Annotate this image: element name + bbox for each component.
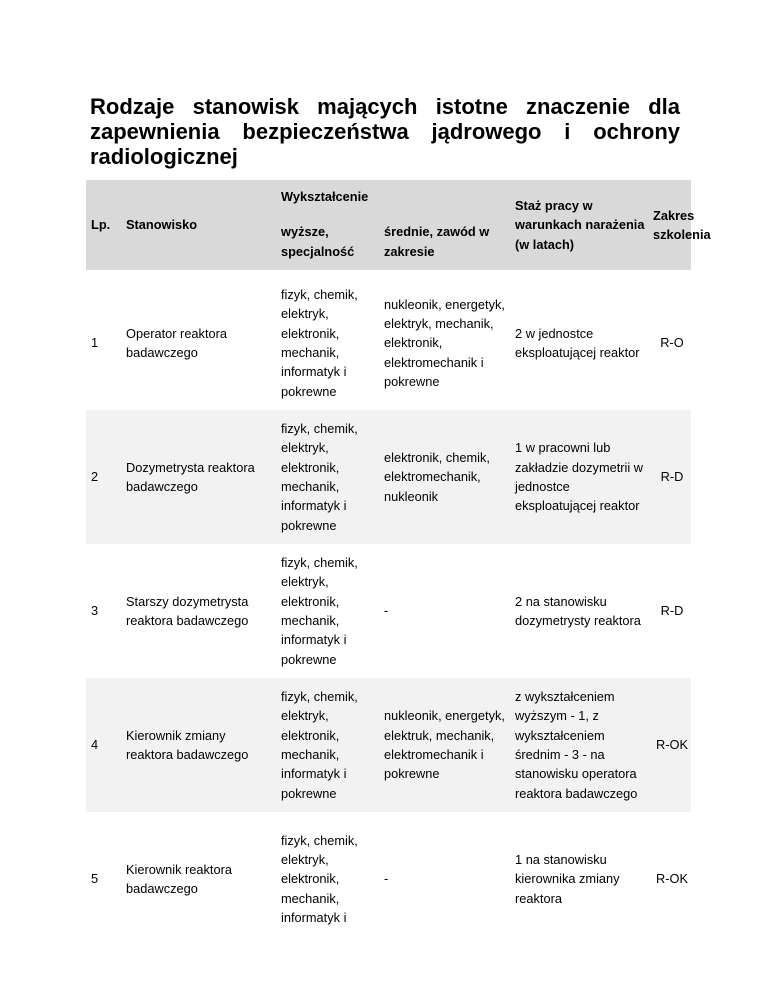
cell-wyzsze: fizyk, chemik, elektryk, elektronik, mechanik, informatyk i bbox=[281, 832, 358, 925]
table-row bbox=[86, 812, 691, 946]
cell-stanowisko: Kierownik zmiany reaktora badawczego bbox=[126, 727, 249, 762]
cell-zakres: R-D bbox=[660, 469, 684, 485]
header-lp: Lp. bbox=[91, 217, 111, 233]
header-wyzsze: wyższe, specjalność bbox=[281, 224, 355, 259]
header-srednie: średnie, zawód w zakresie bbox=[384, 224, 490, 259]
header-staz: Staż pracy w warunkach narażenia (w latach) bbox=[515, 198, 645, 252]
cell-staz: 2 na stanowisku dozymetrysty reaktora bbox=[515, 593, 641, 628]
cell-srednie: - bbox=[384, 603, 389, 619]
cell-zakres: R-D bbox=[660, 603, 684, 619]
cell-wyzsze: fizyk, chemik, elektryk, elektronik, mechanik, informatyk i pokrewne bbox=[281, 421, 358, 533]
cell-zakres: R-OK bbox=[656, 871, 689, 887]
cell-lp: 1 bbox=[91, 335, 99, 351]
cell-srednie: elektronik, chemik, elektromechanik, nukleonik bbox=[384, 450, 490, 504]
cell-wyzsze: fizyk, chemik, elektryk, elektronik, mechanik, informatyk i pokrewne bbox=[281, 689, 358, 801]
cell-wyzsze: fizyk, chemik, elektryk, elektronik, mechanik, informatyk i pokrewne bbox=[281, 555, 358, 667]
cell-zakres: R-OK bbox=[656, 737, 689, 753]
cell-lp: 3 bbox=[91, 603, 99, 619]
cell-stanowisko: Operator reaktora badawczego bbox=[126, 325, 228, 360]
cell-stanowisko: Starszy dozymetrysta reaktora badawczego bbox=[126, 593, 249, 628]
cell-lp: 2 bbox=[91, 469, 99, 485]
cell-stanowisko: Dozymetrysta reaktora badawczego bbox=[126, 459, 255, 494]
cell-zakres: R-O bbox=[660, 335, 684, 351]
header-row-1 bbox=[86, 180, 691, 213]
table-row bbox=[86, 544, 691, 678]
cell-wyzsze: fizyk, chemik, elektryk, elektronik, mechanik, informatyk i pokrewne bbox=[281, 287, 358, 399]
header-zakres: Zakres szkolenia bbox=[653, 207, 711, 242]
cell-staz: 1 w pracowni lub zakładzie dozymetrii w jednostce eksploatującej reaktor bbox=[515, 440, 644, 514]
cell-srednie: - bbox=[384, 871, 389, 887]
cell-lp: 5 bbox=[91, 871, 99, 887]
header-wyksztalcenie: Wykształcenie bbox=[281, 188, 369, 204]
cell-lp: 4 bbox=[91, 737, 99, 753]
page-title: Rodzaje stanowisk mających istotne znaczenie dla zapewnienia bezpieczeństwa jądrowego i ochrony radiologicznej bbox=[90, 94, 680, 169]
cell-staz: 1 na stanowisku kierownika zmiany reaktora bbox=[515, 852, 620, 906]
cell-staz: 2 w jednostce eksploatującej reaktor bbox=[515, 325, 640, 360]
table-row bbox=[86, 678, 691, 812]
positions-table bbox=[86, 180, 711, 946]
table-row bbox=[86, 276, 691, 410]
cell-srednie: nukleonik, energetyk, elektryk, mechanik, elektronik, elektromechanik i pokrewne bbox=[384, 296, 505, 389]
header-stanowisko: Stanowisko bbox=[126, 217, 198, 233]
cell-stanowisko: Kierownik reaktora badawczego bbox=[126, 861, 232, 896]
cell-srednie: nukleonik, energetyk, elektruk, mechanik, elektromechanik i pokrewne bbox=[384, 708, 505, 782]
cell-staz: z wykształceniem wyższym - 1, z wykształceniem średnim - 3 - na stanowisku operatora reaktora badawczego bbox=[515, 689, 638, 801]
table-row bbox=[86, 410, 691, 544]
